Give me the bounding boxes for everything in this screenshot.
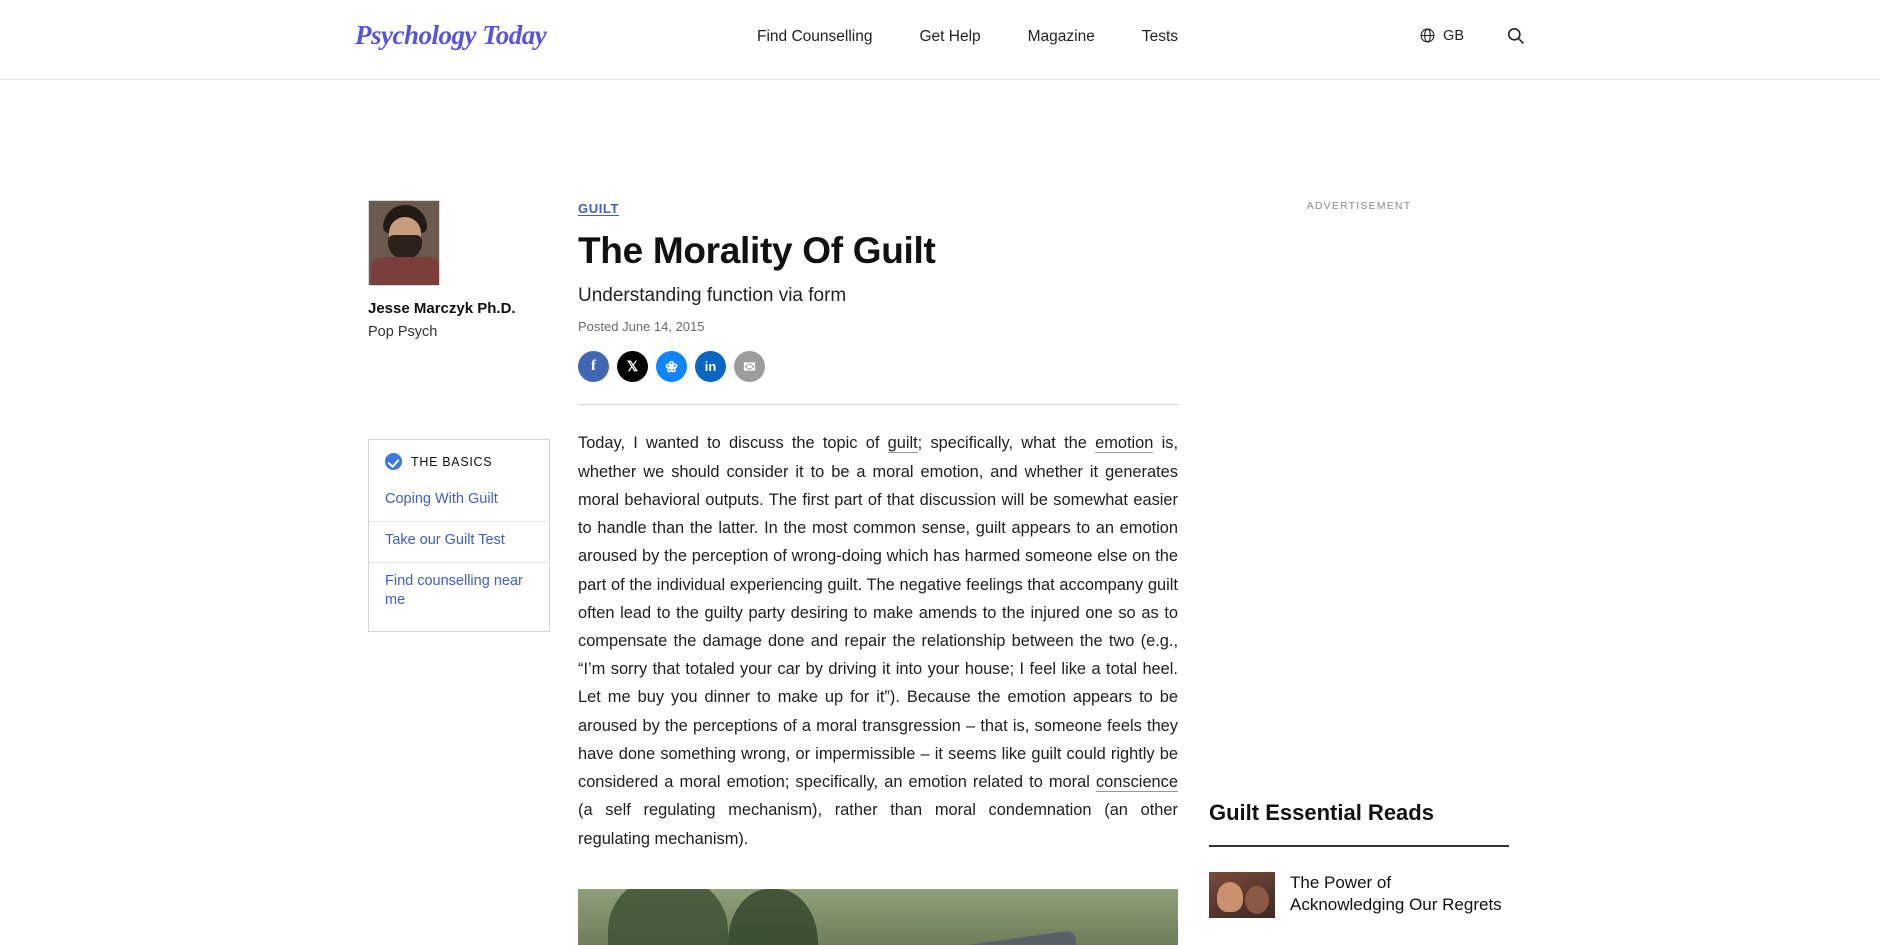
check-circle-icon [385, 453, 402, 470]
inline-link-conscience[interactable]: conscience [1095, 773, 1178, 792]
the-basics-title: THE BASICS [411, 454, 493, 469]
basics-link-coping-with-guilt[interactable]: Coping With Guilt [385, 491, 498, 507]
essential-read-thumbnail [1209, 872, 1275, 918]
article-body-paragraph [578, 429, 1178, 852]
essential-reads-heading: Guilt Essential Reads [1209, 800, 1434, 825]
body-text-segment-3: is, whether we should consider it to be a moral emotion, and whether it generates moral behavioral outputs. The first part of that discussion will be somewhat easier to handle than the latter. In the most common sense, guilt appears to an emotion aroused by the perception of wrong-doing which has harmed someone else on the part of the individual experiencing guilt. The negative feelings that accompany guilt often lead to the guilty party desiring to make amends to the injured one so as to compensate the damage done and repair the relationship between the two (e.g., “I’m sorry that totaled your car by driving it into your house; I feel like a total heel. Let me buy you dinner to make up for it”). Because the emotion appears to be aroused by the perceptions of a moral transgression – that is, someone feels they have done something wrong, or impermissible – it seems like guilt could rightly be considered a moral emotion; specifically, an emotion related to moral [578, 434, 1178, 792]
share-linkedin-icon[interactable]: in [695, 351, 726, 382]
article-posted-date: Posted June 14, 2015 [578, 319, 705, 335]
article-image [578, 889, 1178, 945]
avatar[interactable] [368, 200, 440, 286]
inline-link-emotion[interactable]: emotion [1095, 434, 1154, 453]
list-item[interactable] [1209, 872, 1509, 918]
advertisement-label: ADVERTISEMENT [1306, 200, 1412, 212]
page-body [0, 80, 1880, 945]
basics-link-find-counselling[interactable]: Find counselling near me [369, 562, 549, 622]
author-sidebar [368, 200, 550, 608]
header-utilities [1419, 26, 1525, 45]
globe-icon [1419, 27, 1436, 44]
essential-reads-divider [1209, 845, 1509, 847]
nav-item-get-help[interactable]: Get Help [919, 28, 981, 45]
share-buttons [578, 351, 1178, 382]
share-facebook-icon[interactable]: f [578, 351, 609, 382]
nav-item-find-counselling[interactable]: Find Counselling [757, 28, 873, 45]
site-header [0, 0, 1880, 80]
author-name[interactable]: Jesse Marczyk Ph.D. [368, 300, 516, 317]
the-basics-header [369, 440, 549, 481]
divider [578, 404, 1178, 405]
nav-item-magazine[interactable]: Magazine [1027, 28, 1095, 45]
site-logo[interactable]: Psychology Today [355, 20, 547, 50]
article-category-link[interactable]: GUILT [578, 201, 620, 216]
share-x-icon[interactable]: 𝕏 [617, 351, 648, 382]
body-text-segment-4: (a self regulating mechanism), rather than moral condemnation (an other regulating mechanism). [578, 801, 1178, 848]
author-blog-name[interactable]: Pop Psych [368, 324, 438, 340]
locale-label: GB [1443, 27, 1464, 44]
essential-read-title[interactable]: The Power of Acknowledging Our Regrets [1290, 873, 1502, 915]
right-rail [1209, 200, 1509, 915]
primary-nav [757, 28, 1178, 46]
nav-item-tests[interactable]: Tests [1141, 28, 1179, 45]
article-subtitle: Understanding function via form [578, 285, 847, 307]
body-text-segment-2: ; specifically, what the [917, 434, 1096, 453]
article [578, 200, 1178, 945]
share-bluesky-icon[interactable]: ❀ [656, 351, 687, 382]
inline-link-guilt[interactable]: guilt [887, 434, 918, 453]
page-title: The Morality Of Guilt [578, 230, 936, 271]
basics-link-guilt-test[interactable]: Take our Guilt Test [369, 521, 549, 562]
search-icon[interactable] [1506, 26, 1525, 45]
locale-selector[interactable] [1419, 27, 1464, 44]
share-email-icon[interactable]: ✉ [734, 351, 765, 382]
body-text-segment-1: Today, I wanted to discuss the topic of [578, 434, 888, 453]
the-basics-box [368, 439, 550, 632]
